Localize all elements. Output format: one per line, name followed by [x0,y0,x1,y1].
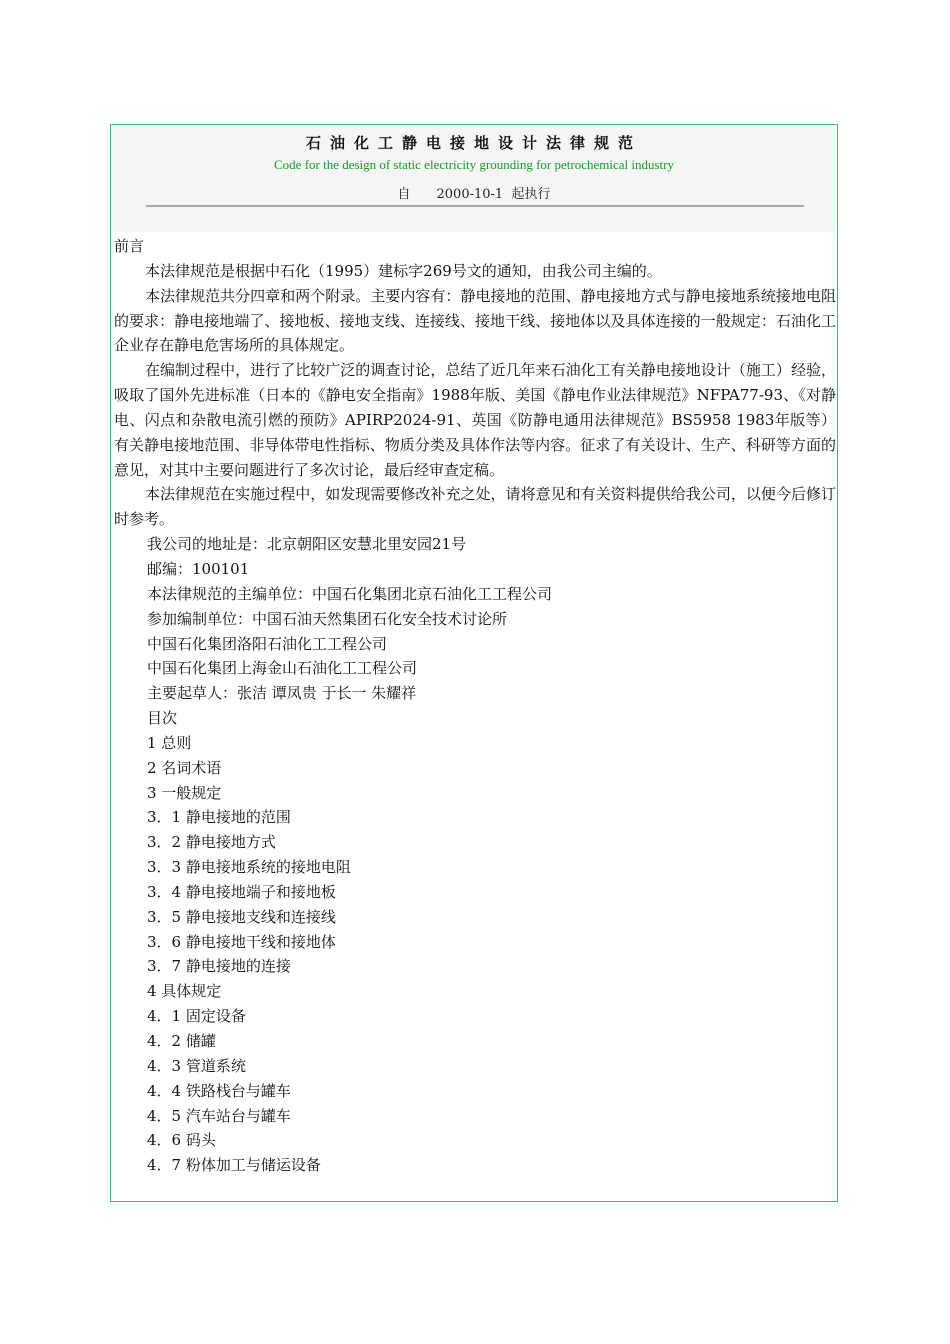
title-english: Code for the design of static electricity grounding for petrochemical industry [274,157,674,172]
toc-item: 3．4 静电接地端子和接地板 [147,882,336,901]
participant-line: 中国石化集团上海金山石油化工工程公司 [147,659,418,678]
address-line: 我公司的地址是：北京朝阳区安慧北里安园21号 [147,535,467,554]
document-body [114,234,836,1178]
participant-line: 参加编制单位：中国石油天然集团石化安全技术讨论所 [147,609,508,628]
toc-item: 3．1 静电接地的范围 [147,808,291,827]
toc-item: 4．1 固定设备 [147,1007,246,1026]
toc-heading: 目次 [147,709,178,728]
effective-suffix: 起执行 [511,187,551,202]
preface-paragraph: 在编制过程中，进行了比较广泛的调查讨论，总结了近几年来石油化工有关静电接地设计（施工）经验，吸取了国外先进标准（日本的《静电安全指南》1988年版、美国《静电作业法律规范》NFPA77-93、《对静电、闪点和杂散电流引燃的预防》APIRP2024-91、英国《防静电通用法律规范》BS5958 1983年版等）有关静电接地范围、非导体带电性指标、物质分类及具体作法等内容。征求了有关设计、生产、科研等方面的意见，对其中主要问题进行了多次讨论，最后经审查定稿。 [114,361,836,479]
chief-editor-line: 本法律规范的主编单位：中国石化集团北京石油化工工程公司 [147,584,553,603]
drafters-line: 主要起草人：张洁 谭凤贵 于长一 朱耀祥 [147,684,417,703]
postcode-line: 邮编：100101 [147,559,250,578]
document-header [112,126,836,232]
toc-item: 4．2 储罐 [147,1032,216,1050]
toc-item: 4 具体规定 [147,982,222,1001]
toc-item: 3．5 静电接地支线和连接线 [147,907,336,926]
preface-paragraph: 本法律规范共分四章和两个附录。主要内容有：静电接地的范围、静电接地方式与静电接地系统接地电阻的要求：静电接地端了、接地板、接地支线、连接线、接地干线、接地体以及具体连接的一般规定：石油化工企业存在静电危害场所的具体规定。 [114,286,836,355]
effective-date-line [112,183,836,202]
toc-item: 4．4 铁路栈台与罐车 [147,1081,291,1100]
title-chinese: 石油化工静电接地设计法律规范 [305,134,642,152]
effective-date: 2000-10-1 [436,187,504,202]
participant-line: 中国石化集团洛阳石油化工工程公司 [147,634,388,653]
preface-heading: 前言 [114,237,145,255]
toc-item: 3．3 静电接地系统的接地电阻 [147,858,351,877]
toc-item: 1 总则 [147,733,192,752]
toc-item: 3 一般规定 [147,783,222,802]
toc-item: 4．6 码头 [147,1131,216,1150]
effective-prefix: 自 [397,187,411,202]
toc-item: 4．5 汽车站台与罐车 [147,1106,291,1125]
document-frame [110,124,838,1202]
header-divider [146,205,804,207]
toc-item: 3．6 静电接地干线和接地体 [147,932,336,951]
toc-item: 3．7 静电接地的连接 [147,957,291,976]
toc-item: 3．2 静电接地方式 [147,833,276,852]
toc-item: 4．7 粉体加工与储运设备 [147,1156,321,1175]
preface-paragraph: 本法律规范是根据中石化（1995）建标字269号文的通知，由我公司主编的。 [145,261,662,280]
preface-paragraph: 本法律规范在实施过程中，如发现需要修改补充之处，请将意见和有关资料提供给我公司，以便今后修订时参考。 [114,485,836,529]
toc-item: 2 名词术语 [147,758,222,777]
toc-item: 4．3 管道系统 [147,1056,246,1075]
